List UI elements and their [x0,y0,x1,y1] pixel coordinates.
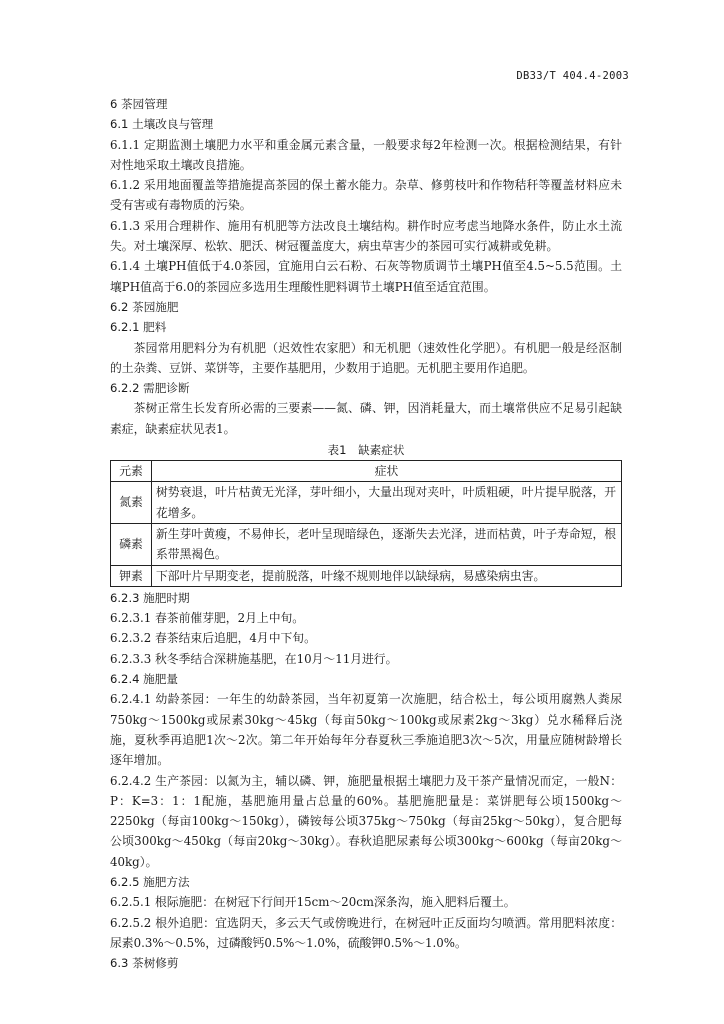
section-heading-6: 6 茶园管理 [110,97,168,111]
section-heading-6-3: 6.3 茶树修剪 [110,956,179,971]
table-cell-symptom: 树势衰退，叶片枯黄无光泽，芽叶细小，大量出现对夹叶，叶质粗硬，叶片提早脱落，开花增多。 [152,482,622,524]
clause-6-1-1: 6.1.1 定期监测土壤肥力水平和重金属元素含量，一般要求每2年检测一次。根据检测结果，有针对性地采取土壤改良措施。 [110,137,622,172]
table-header-row [111,461,622,482]
table-row [111,565,622,586]
clause-6-2-5-1: 6.2.5.1 根际施肥：在树冠下行间开15cm～20cm深条沟，施入肥料后覆土。 [110,895,516,910]
document-code: DB33/T 404.4-2003 [516,70,629,82]
table-cell-element: 磷素 [111,523,152,565]
clause-6-2-3-3: 6.2.3.3 秋冬季结合深耕施基肥，在10月～11月进行。 [110,651,398,666]
clause-6-2-3-2: 6.2.3.2 春茶结束后追肥，4月中下旬。 [110,631,316,646]
clause-6-2-4-2: 6.2.4.2 生产茶园：以氮为主，辅以磷、钾，施肥量根据土壤肥力及干茶产量情况而定，一般N：P：K=3：1：1配施，基肥施用量占总量的60%。基肥施肥量是：菜饼肥每公顷1500kg～2250kg（每亩100kg～150kg），磷铵每公顷375kg～750kg（每亩25kg～50kg），复合肥每公顷300kg～450kg（每亩20kg～30kg）。春秋追肥尿素每公顷300kg～600kg（每亩20kg～40kg）。 [110,773,622,869]
table-cell-symptom: 下部叶片早期变老，提前脱落，叶缘不规则地伴以缺绿病，易感染病虫害。 [152,565,622,586]
section-heading-6-2-1: 6.2.1 肥料 [110,320,167,335]
paragraph-6-2-1: 茶园常用肥料分为有机肥（迟效性农家肥）和无机肥（速效性化学肥）。有机肥一般是经沤制的土杂粪、豆饼、菜饼等，主要作基肥用，少数用于追肥。无机肥主要用作追肥。 [110,340,622,375]
clause-6-2-4-1: 6.2.4.1 幼龄茶园：一年生的幼龄茶园，当年初夏第一次施肥，结合松土，每公顷用腐熟人粪尿750kg～1500kg或尿素30kg～45kg（每亩50kg～100kg或尿素2kg～3kg）兑水稀释后浇施，夏秋季再追肥1次～2次。第二年开始每年分春夏秋三季施追肥3次～5次，用量应随树龄增长逐年增加。 [110,692,622,768]
clause-6-2-3-1: 6.2.3.1 春茶前催芽肥，2月上中旬。 [110,611,305,626]
section-heading-6-2-4: 6.2.4 施肥量 [110,672,178,687]
table-row [111,523,622,565]
section-heading-6-2-5: 6.2.5 施肥方法 [110,874,190,889]
table-header-symptom: 症状 [152,461,622,482]
table-cell-element: 钾素 [111,565,152,586]
clause-6-1-3: 6.1.3 采用合理耕作、施用有机肥等方法改良土壤结构。耕作时应考虑当地降水条件，防止水土流失。对土壤深厚、松软、肥沃、树冠覆盖度大，病虫草害少的茶园可实行减耕或免耕。 [110,218,622,254]
paragraph-6-2-2: 茶树正常生长发育所必需的三要素——氮、磷、钾，因消耗量大，而土壤常供应不足易引起缺素症，缺素症状见表1。 [110,401,622,436]
table-row [111,482,622,524]
table-cell-symptom: 新生芽叶黄瘦，不易伸长，老叶呈现暗绿色，逐渐失去光泽，进而枯黄，叶子寿命短，根系带黑褐色。 [152,523,622,565]
section-heading-6-2: 6.2 茶园施肥 [110,299,179,314]
clause-6-1-2: 6.1.2 采用地面覆盖等措施提高茶园的保土蓄水能力。杂草、修剪枝叶和作物秸秆等覆盖材料应未受有害或有毒物质的污染。 [110,178,622,213]
section-heading-6-1: 6.1 土壤改良与管理 [110,117,214,132]
table-header-element: 元素 [111,461,152,482]
document-body [110,94,622,973]
table-cell-element: 氮素 [111,482,152,524]
deficiency-table [110,460,622,587]
clause-6-1-4: 6.1.4 土壤PH值低于4.0茶园，宜施用白云石粉、石灰等物质调节土壤PH值至4.5~5.5范围。土壤PH值高于6.0的茶园应多选用生理酸性肥料调节土壤PH值至适宜范围。 [110,259,622,294]
section-heading-6-2-2: 6.2.2 需肥诊断 [110,381,190,396]
clause-6-2-5-2: 6.2.5.2 根外追肥：宜选阴天，多云天气或傍晚进行，在树冠叶正反面均匀喷洒。常用肥料浓度：尿素0.3%～0.5%，过磷酸钙0.5%～1.0%，硫酸钾0.5%～1.0%。 [110,915,622,950]
section-heading-6-2-3: 6.2.3 施肥时期 [110,590,190,605]
table-caption: 表1 缺素症状 [327,443,405,458]
